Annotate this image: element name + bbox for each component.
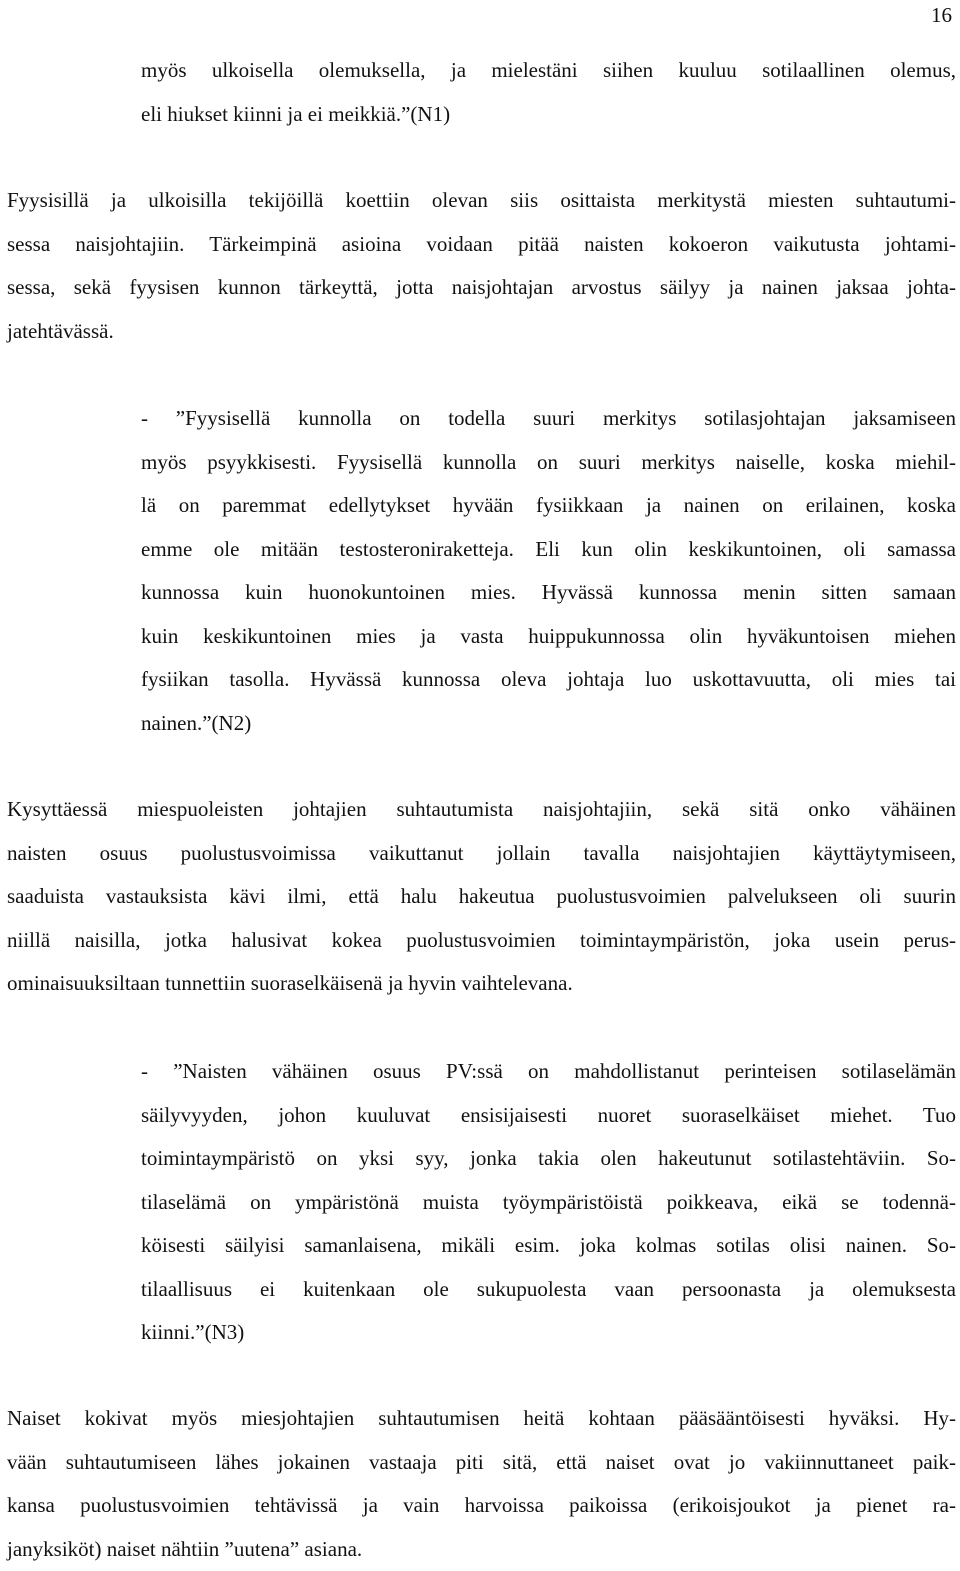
text-line: saaduista vastauksista kävi ilmi, että halu hakeutua puolustusvoimien palvelukseen oli suurin [7, 875, 956, 919]
text-line: vään suhtautumiseen lähes jokainen vastaaja piti sitä, että naiset ovat jo vakiinnuttaneet paik- [7, 1441, 956, 1485]
quote-n3 [141, 1050, 956, 1355]
text-line: köisesti säilyisi samanlaisena, mikäli esim. joka kolmas sotilas olisi nainen. So- [141, 1224, 956, 1268]
text-line: tilaallisuus ei kuitenkaan ole sukupuolesta vaan persoonasta ja olemuksesta [141, 1268, 956, 1312]
body-paragraph [7, 1397, 956, 1571]
text-line: - ”Fyysisellä kunnolla on todella suuri merkitys sotilasjohtajan jaksamiseen [141, 397, 956, 441]
quote-n1 [141, 49, 956, 136]
text-line: Kysyttäessä miespuoleisten johtajien suhtautumista naisjohtajiin, sekä sitä onko vähäinen [7, 788, 956, 832]
text-line: janyksiköt) naiset nähtiin ”uutena” asiana. [7, 1528, 956, 1571]
text-line: Fyysisillä ja ulkoisilla tekijöillä koettiin olevan siis osittaista merkitystä miesten suhtautumi- [7, 179, 956, 223]
text-line: ominaisuuksiltaan tunnettiin suoraselkäisenä ja hyvin vaihtelevana. [7, 962, 956, 1006]
text-line: kunnossa kuin huonokuntoinen mies. Hyvässä kunnossa menin sitten samaan [141, 571, 956, 615]
text-line: kansa puolustusvoimien tehtävissä ja vain harvoissa paikoissa (erikoisjoukot ja pienet ra- [7, 1484, 956, 1528]
text-line: niillä naisilla, jotka halusivat kokea puolustusvoimien toimintaympäristön, joka usein perus- [7, 919, 956, 963]
page-number: 16 [931, 2, 952, 28]
text-line: jatehtävässä. [7, 310, 956, 354]
text-line: - ”Naisten vähäinen osuus PV:ssä on mahdollistanut perinteisen sotilaselämän [141, 1050, 956, 1094]
text-line: sessa, sekä fyysisen kunnon tärkeyttä, jotta naisjohtajan arvostus säilyy ja nainen jaksaa johta- [7, 266, 956, 310]
text-line: myös psyykkisesti. Fyysisellä kunnolla on suuri merkitys naiselle, koska miehil- [141, 441, 956, 485]
body-paragraph [7, 179, 956, 353]
text-line: toimintaympäristö on yksi syy, jonka takia olen hakeutunut sotilastehtäviin. So- [141, 1137, 956, 1181]
text-line: fysiikan tasolla. Hyvässä kunnossa oleva johtaja luo uskottavuutta, oli mies tai [141, 658, 956, 702]
text-line: naisten osuus puolustusvoimissa vaikuttanut jollain tavalla naisjohtajien käyttäytymiseen, [7, 832, 956, 876]
text-line: Naiset kokivat myös miesjohtajien suhtautumisen heitä kohtaan pääsääntöisesti hyväksi. Hy- [7, 1397, 956, 1441]
text-line: myös ulkoisella olemuksella, ja mielestäni siihen kuuluu sotilaallinen olemus, [141, 49, 956, 93]
text-line: emme ole mitään testosteroniraketteja. Eli kun olin keskikuntoinen, oli samassa [141, 528, 956, 572]
text-line: lä on paremmat edellytykset hyvään fysiikkaan ja nainen on erilainen, koska [141, 484, 956, 528]
text-line: sessa naisjohtajiin. Tärkeimpinä asioina voidaan pitää naisten kokoeron vaikutusta johtami- [7, 223, 956, 267]
body-paragraph [7, 788, 956, 1006]
text-line: eli hiukset kiinni ja ei meikkiä.”(N1) [141, 93, 956, 137]
text-line: säilyvyyden, johon kuuluvat ensisijaisesti nuoret suoraselkäiset miehet. Tuo [141, 1094, 956, 1138]
text-line: kuin keskikuntoinen mies ja vasta huippukunnossa olin hyväkuntoisen miehen [141, 615, 956, 659]
text-line: kiinni.”(N3) [141, 1311, 956, 1355]
quote-n2 [141, 397, 956, 745]
text-line: tilaselämä on ympäristönä muista työympäristöistä poikkeava, eikä se todennä- [141, 1181, 956, 1225]
text-line: nainen.”(N2) [141, 702, 956, 746]
